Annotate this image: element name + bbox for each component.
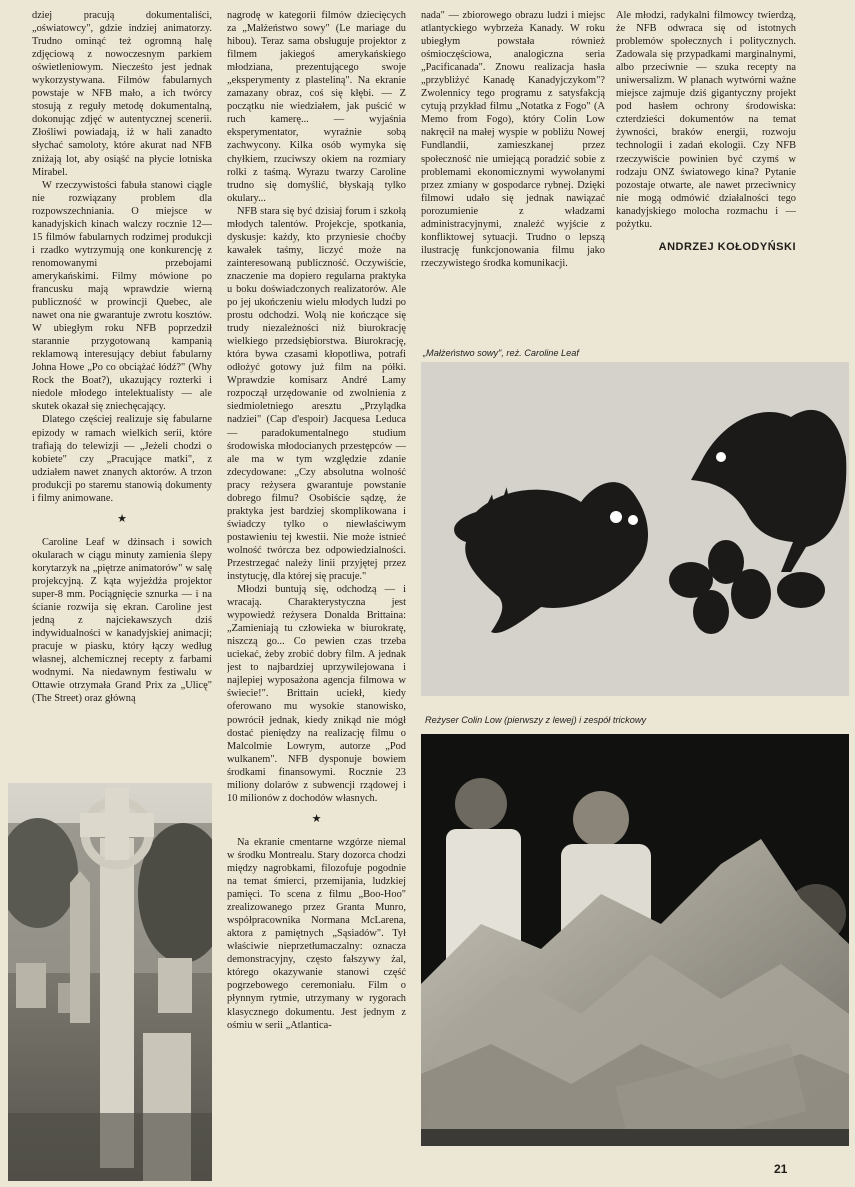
owl-film-still-image xyxy=(421,362,849,696)
paragraph: Caroline Leaf w dżinsach i sowich okularach w ciągu minuty zamienia ślepy korytarzyk na „piętrze animatorów" w salę projekcyjną. Z kąta wyjeżdża projektor super-8 mm. Pociągnięcie sznurka — i na ścianie rozwija się ekran. Caroline jest jedną z najciekawszych dziś indywidualności w kanadyjskiej animacji; pracuje w piasku, który łączy według własnej, alchemicznej recepty z farbami wodnymi. Na niedawnym festiwalu w Ottawie otrzymała Grand Prix za „Ulicę" (The Street) oraz główną xyxy=(32,536,212,705)
colin-low-photo-caption: Reżyser Colin Low (pierwszy z lewej) i zespół trickowy xyxy=(425,715,647,725)
colin-low-team-photo xyxy=(421,734,849,1146)
page-number: 21 xyxy=(774,1162,788,1176)
paragraph: Na ekranie cmentarne wzgórze niemal w środku Montrealu. Stary dozorca chodzi między nagrobkami, filozofuje pogodnie na temat śmierci, przemijania, ludzkiej pamięci. To scena z filmu „Boo-Hoo" zrealizowanego przez Granta Munro, współpracownika Normana McLarena, aktora z pamiętnych „Sąsiadów". Tył właściwie nieprzetłumaczalny: oznacza demonstracyjny, często fałszywy żal, którego okazywanie stanowi część pogrzebowego ceremoniału. Film o płynnym rytmie, utrzymany w rygorach klasycznego dokumentu. Jest jednym z ośmiu w serii „Atlantica- xyxy=(227,836,406,1031)
article-column-3 xyxy=(421,9,605,339)
section-separator-star: ★ xyxy=(311,812,322,825)
paragraph: dziej pracują dokumentaliści, „oświatowcy", gdzie indziej animatorzy. Trudno ominąć też ogromną halę zdjęciową z nowoczesnym parkiem oświetleniowym. Niecześto jest jednak wykorzystywana. Filmów fabularnych powstaje w NFB mało, a ich twórcy stosują z reguły metodę dokumentalną, dokonując zdjęć w autentycznej scenerii. Złośliwi powiadają, iż w hali zanadto słychać samoloty, które akurat nad NFB zniżają lot, aby osiąść na płycie lotniska Mirabel. xyxy=(32,10,212,178)
paragraph: nagrodę w kategorii filmów dziecięcych za „Małżeństwo sowy" (Le mariage du hibou). Teraz sama obsługuje projektor z filmem jakiegoś amerykańskiego młodziana, prezentującego swoje „eksperymenty z plasteliną". Na ekranie zamazany obraz, coś się kłębi. — Z początku nie wiedziałem, jak puścić w ruch kamerę... — wyjaśnia eksperymentator, wyraźnie sobą zachwycony. Kilka osób wymyka się chyłkiem, rzuciwszy okiem na rozmiary rolki z taśmą. Wyrazu twarzy Caroline trudno się domyślić, błyskają tylko okulary... xyxy=(227,10,406,204)
article-column-2 xyxy=(227,9,406,1151)
section-separator-star: ★ xyxy=(117,512,127,525)
article-column-1 xyxy=(32,9,212,779)
cemetery-photo-image xyxy=(8,783,212,1181)
owl-photo-caption: „Małżeństwo sowy", reż. Caroline Leaf xyxy=(423,348,579,358)
paragraph: nada" — zbiorowego obrazu ludzi i miejsc atlantyckiego wybrzeża Kanady. W roku ubiegłym powstała również ośmioczęściowa, analogiczna seria „Pacificanada". Znowu realizacja hasła „przybliżyć Kanadę Kanadyjczykom"? Zwolennicy tego programu z satysfakcją cytują przykład filmu „Notatka z Fogo" (A Memo from Fogo), który Colin Low nakręcił na małej wyspie w pobliżu Nowej Fundlandii, zamieszkanej przez społeczność nie umiejącą poradzić sobie z problemami ekonomicznymi wywołanymi przez zmiany w gospodarce rybnej. Dzięki filmowi udało się jednak nawiązać porozumienie z władzami administracyjnymi, znaleźć wyjście z konfliktowej sytuacji. Trudno o lepszą ilustrację funkcjonowania filmu jako rzeczywistego środka komunikacji. xyxy=(421,10,605,269)
paragraph: W rzeczywistości fabuła stanowi ciągle nie rozwiązany problem dla rozpowszechniania. O miejsce w kanadyjskich kinach walczy rocznie 12—15 filmów fabularnych rodzimej produkcji i rzadko wytrzymują one konkurencję z renomowanymi przebojami amerykańskimi. Filmy mówione po francusku mają wprawdzie wierną publiczność w prowincji Quebec, ale nawet ona nie gwarantuje zwrotu kosztów. W ubiegłym roku NFB poprzedził starannie przygotowaną kampanią reklamową interesujący debiut fabularny Johna Howe „Po co obciążać łódź?" (Why Rock the Boat?), ukazujący rozterki i niedole młodego intelektualisty — ale skutek okazał się zniechęcający. xyxy=(32,179,212,413)
owl-film-still xyxy=(421,362,849,696)
paragraph: NFB stara się być dzisiaj forum i szkołą młodych talentów. Projekcje, spotkania, dyskusje: każdy, kto przyniesie choćby kawałek taśmy, liczyć może na zainteresowaną publiczność. Oczywiście, znaczenie ma dopiero regularna praktyka u boku doświadczonych realizatorów. Ale po jej ukończeniu wielu młodych ludzi po prostu odchodzi. Wolą nie kończące się trudy niezależności niż biurokrację wielkiego przedsiębiorstwa. Biurokrację, która bywa czasami kłopotliwa, potrafi odłożyć gotowy już film na półki. Wprawdzie komisarz André Lamy rozpoczął urzędowanie od zwolnienia z siedmioletniego aresztu „Przylądka nadziei" (Cap d'espoir) Jacquesa Leduca — paradokumentalnego studium środowiska młodocianych przestępców — ale ma w tym względzie zdanie zdecydowane: „Czy absolutna wolność pracy reżysera gwarantuje powstanie dobrego filmu? Osobiście sądzę, że praktyka jest bardziej skomplikowana i świadczy tylko o niewłaściwym postawieniu tej kwestii. Nie może istnieć wolność twórcza bez odpowiedzialności. Przestrzegać należy linii przyjętej przez instytucję, dla której się pracuje." xyxy=(227,205,406,583)
colin-low-team-photo-image xyxy=(421,734,849,1146)
article-column-4 xyxy=(616,9,796,349)
paragraph: Ale młodzi, radykalni filmowcy twierdzą, że NFB odwraca się od istotnych problemów społecznych i politycznych. Zadowala się przypadkami marginalnymi, albo przeciwnie — szuka recepty na uniwersalizm. W planach wytwórni ważne miejsce zajmuje dziś gigantyczny projekt pod hasłem ochrony środowiska: czterdzieści dokumentów na temat żywności, braków energii, rozwoju technologii i zadań ekologii. Czy NFB rzeczywiście powinien być czymś w rodzaju ONZ światowego kina? Pytanie pozostaje otwarte, ale nawet przeciwnicy nie mogą odmówić działalności tego kanadyjskiego molocha rozmachu i — pożytku. xyxy=(616,10,796,230)
article-author: ANDRZEJ KOŁODYŃSKI xyxy=(658,240,796,253)
paragraph: Dlatego częściej realizuje się fabularne epizody w ramach wielkich serii, które trafiają do telewizji — „Jeżeli chodzi o kobiete" czy „Pracujące matki", z udziałem nawet znanych aktorów. A trzon produkcji po staremu stanowią dokumenty i filmy animowane. xyxy=(32,414,212,504)
cemetery-photo xyxy=(8,783,212,1181)
paragraph: Młodzi buntują się, odchodzą — i wracają. Charakterystyczna jest wypowiedź reżysera Donalda Brittaina: „Zamieniają tu człowieka w biurokratę, niszczą go... Co pewien czas trzeba uciekać, żeby zrobić dobry film. A jednak jest to najbardziej uprzywilejowana i najlepiej wyposażona agencja filmowa w świecie!". Brittain uciekł, kiedy oferowano mu wysokie stanowisko, powrócił jednak, kiedy znikąd nie mógł dostać pieniędzy na realizację filmu o Malcolmie Lowrym, autorze „Pod wulkanem". NFB dysponuje bowiem środkami finansowymi. Rocznie 23 miliony dolarów z subwencji rządowej i 10 milionów z dochodów własnych. xyxy=(227,584,406,804)
